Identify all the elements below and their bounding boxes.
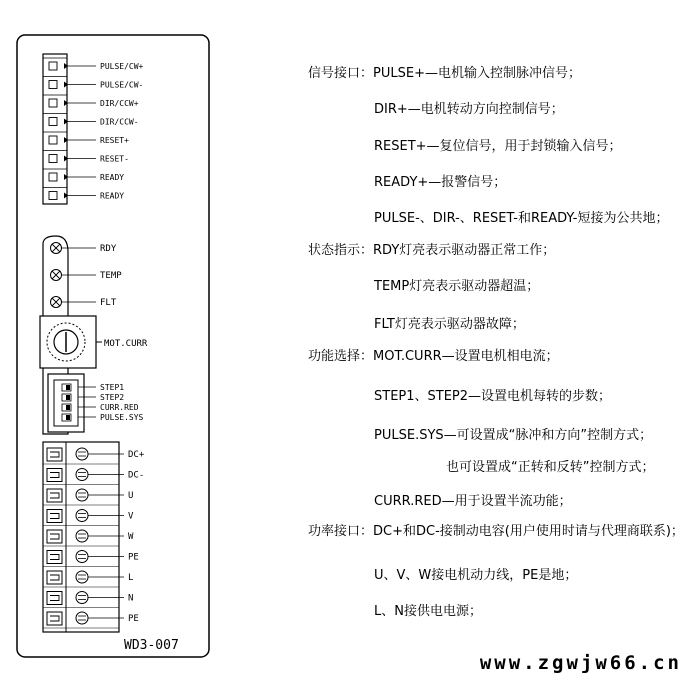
dip-label: STEP1 [100, 383, 125, 392]
description-line: 功率接口：DC+和DC-接制动电容(用户使用时请与代理商联系)； [308, 524, 684, 539]
power-pin-label: W [128, 532, 134, 542]
signal-pin-label: READY [100, 173, 125, 182]
description-line: 也可设置成“正转和反转”控制方式； [446, 460, 655, 475]
led-label: RDY [100, 244, 117, 254]
led-label: TEMP [100, 271, 122, 281]
signal-pin-label: RESET- [100, 154, 129, 164]
signal-pin-label: PULSE/CW+ [100, 62, 144, 71]
description-line: U、V、W接电机动力线，PE是地； [374, 568, 578, 583]
description-line: TEMP灯亮表示驱动器超温； [374, 279, 540, 294]
power-pin-label: U [128, 491, 134, 501]
signal-pin-label: DIR/CCW- [100, 117, 139, 127]
description-line: L、N接供电电源； [374, 604, 482, 619]
description-line: RESET+—复位信号，用于封锁输入信号； [374, 139, 622, 154]
dip-label: PULSE.SYS [100, 413, 144, 422]
description-line: 功能选择：MOT.CURR—设置电机相电流； [308, 349, 559, 364]
power-pin-label: DC+ [128, 450, 145, 460]
description-line: STEP1、STEP2—设置电机每转的步数； [374, 389, 612, 404]
dip-label: CURR.RED [100, 403, 139, 412]
power-pin-label: DC- [128, 470, 145, 481]
description-line: CURR.RED—用于设置半流功能； [374, 494, 572, 509]
signal-pin-label: PULSE/CW- [100, 80, 144, 90]
description-line: 信号接口：PULSE+—电机输入控制脉冲信号； [308, 66, 581, 81]
signal-pin-label: READY [100, 191, 125, 201]
watermark: www.zgwjw66.cn [479, 652, 682, 674]
description-line: FLT灯亮表示驱动器故障； [374, 317, 525, 332]
pot-label: MOT.CURR [104, 339, 148, 349]
power-pin-label: N [128, 593, 134, 604]
model-label: WD3-007 [124, 638, 179, 653]
power-pin-label: V [128, 511, 134, 522]
description-line: PULSE-、DIR-、RESET-和READY-短接为公共地； [374, 211, 669, 226]
power-pin-label: PE [128, 552, 139, 563]
power-pin-label: PE [128, 614, 139, 624]
description-line: READY+—报警信号； [374, 175, 507, 190]
description-line: DIR+—电机转动方向控制信号； [374, 102, 564, 117]
signal-pin-label: RESET+ [100, 136, 129, 145]
description-line: PULSE.SYS—可设置成“脉冲和方向”控制方式； [374, 428, 653, 443]
dip-label: STEP2 [100, 393, 125, 402]
power-pin-label: L [128, 573, 134, 583]
led-label: FLT [100, 298, 117, 308]
description-line: 状态指示：RDY灯亮表示驱动器正常工作； [308, 243, 556, 258]
signal-pin-label: DIR/CCW+ [100, 99, 139, 108]
